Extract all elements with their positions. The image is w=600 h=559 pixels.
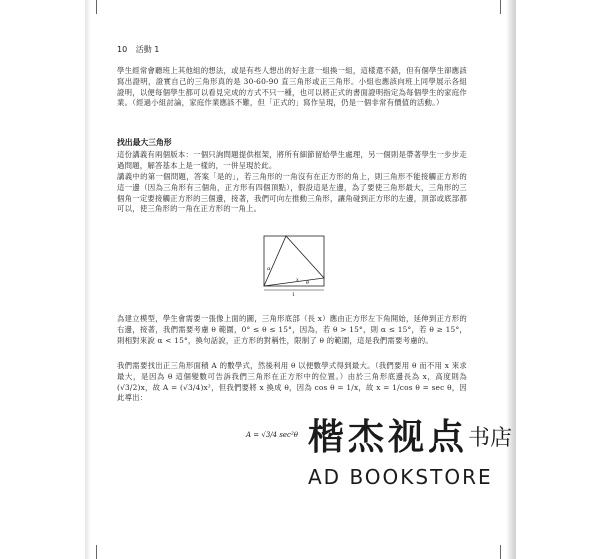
crop-mark [500,0,501,14]
triangle-shape [264,236,324,286]
paragraph-2: 這份講義有兩個版本：一個只詢問題提供框架，將所有細節留給學生處理，另一個則是帶著學生一步步走過問題，解答基本上是一樣的，一併呈現於此。 [117,150,467,170]
paragraph-3: 講義中的第一個問題，答案「是的」，若三角形的一角沒有在正方形的角上，則三角形不能接觸正方形的這一邊（因為三角形有三個角，正方形有四個頂點），假設這是左邊，為了要使三角形最大，三角形的三個角一定要接觸正方形的三個邊，接著，我們可向左推動三角形，讓角碰到正方形的左邊，頂部或底部都可以，使三角形的一角在正方形的一角上。 [117,172,467,214]
chapter-title: 活動 1 [135,45,160,54]
triangle-in-square-figure [262,234,334,296]
x-label: x [296,277,299,283]
theta-label: θ [306,280,310,286]
paragraph-5: 我們需要找出正三角形面積 A 的數學式，然後利用 θ 以便數學式得到最大。（我們要用 θ 而不用 x 來求最大，是因為 θ 這個變數可告訴我們三角形在正方形中的位置。）由於三角形底邊長為 x，高度則為 (√3/2)x，故 A = (√3/4)x²，但我們要將 x 換成 θ，因為 cos θ = 1/x，故 x = 1/cos θ = sec θ，因此導出： [117,361,467,403]
watermark-store-name: AD BOOKSTORE [308,465,493,489]
watermark-suffix: 书店 [468,426,513,451]
area-formula: A = √3/4 sec²θ [246,431,298,439]
paragraph-1: 學生經常會聽班上其他組的想法，或是有些人想出的好主意一組換一組，這樣還不錯，但有個學生卻應該寫出證明，證實自己的三角形真的是 30-60-90 直三角形或正三角形。小組也應該向班上同學展示各組證明，以便每個學生都可以看見完成的方式不只一種，也可以將正式的書面證明指定為每個學生的家庭作業。（經過小組討論，家庭作業應該不難，但「正式的」寫作呈現，仍是一個非常有價值的活動。） [117,66,467,108]
crop-mark [500,545,501,559]
page-header [117,44,159,55]
watermark-logo: 楷杰视点 [308,417,469,458]
figure-svg [262,234,334,296]
side-label: 1 [292,292,296,296]
paragraph-4: 為建立模型，學生會需要一張像上面的圖，三角形底部（長 x）應由正方形左下角開始，延伸到正方形的右邊，接著，我們需要考慮 θ 範圍，0° ≤ θ ≤ 15°，因為，若 θ > 15°，則 α ≤ 15°，若 θ ≥ 15°，則相對來說 α < 15°，換句話說，正方形的對稱性，限制了 θ 的範圍，這是我們需要考慮的。 [117,314,467,345]
section-heading: 找出最大三角形 [117,138,172,147]
page-number: 10 [117,45,128,54]
store-watermark [308,409,588,519]
crop-mark [96,0,97,14]
square-outline [264,236,324,286]
crop-mark [96,545,97,559]
alpha-label: α [267,266,271,272]
